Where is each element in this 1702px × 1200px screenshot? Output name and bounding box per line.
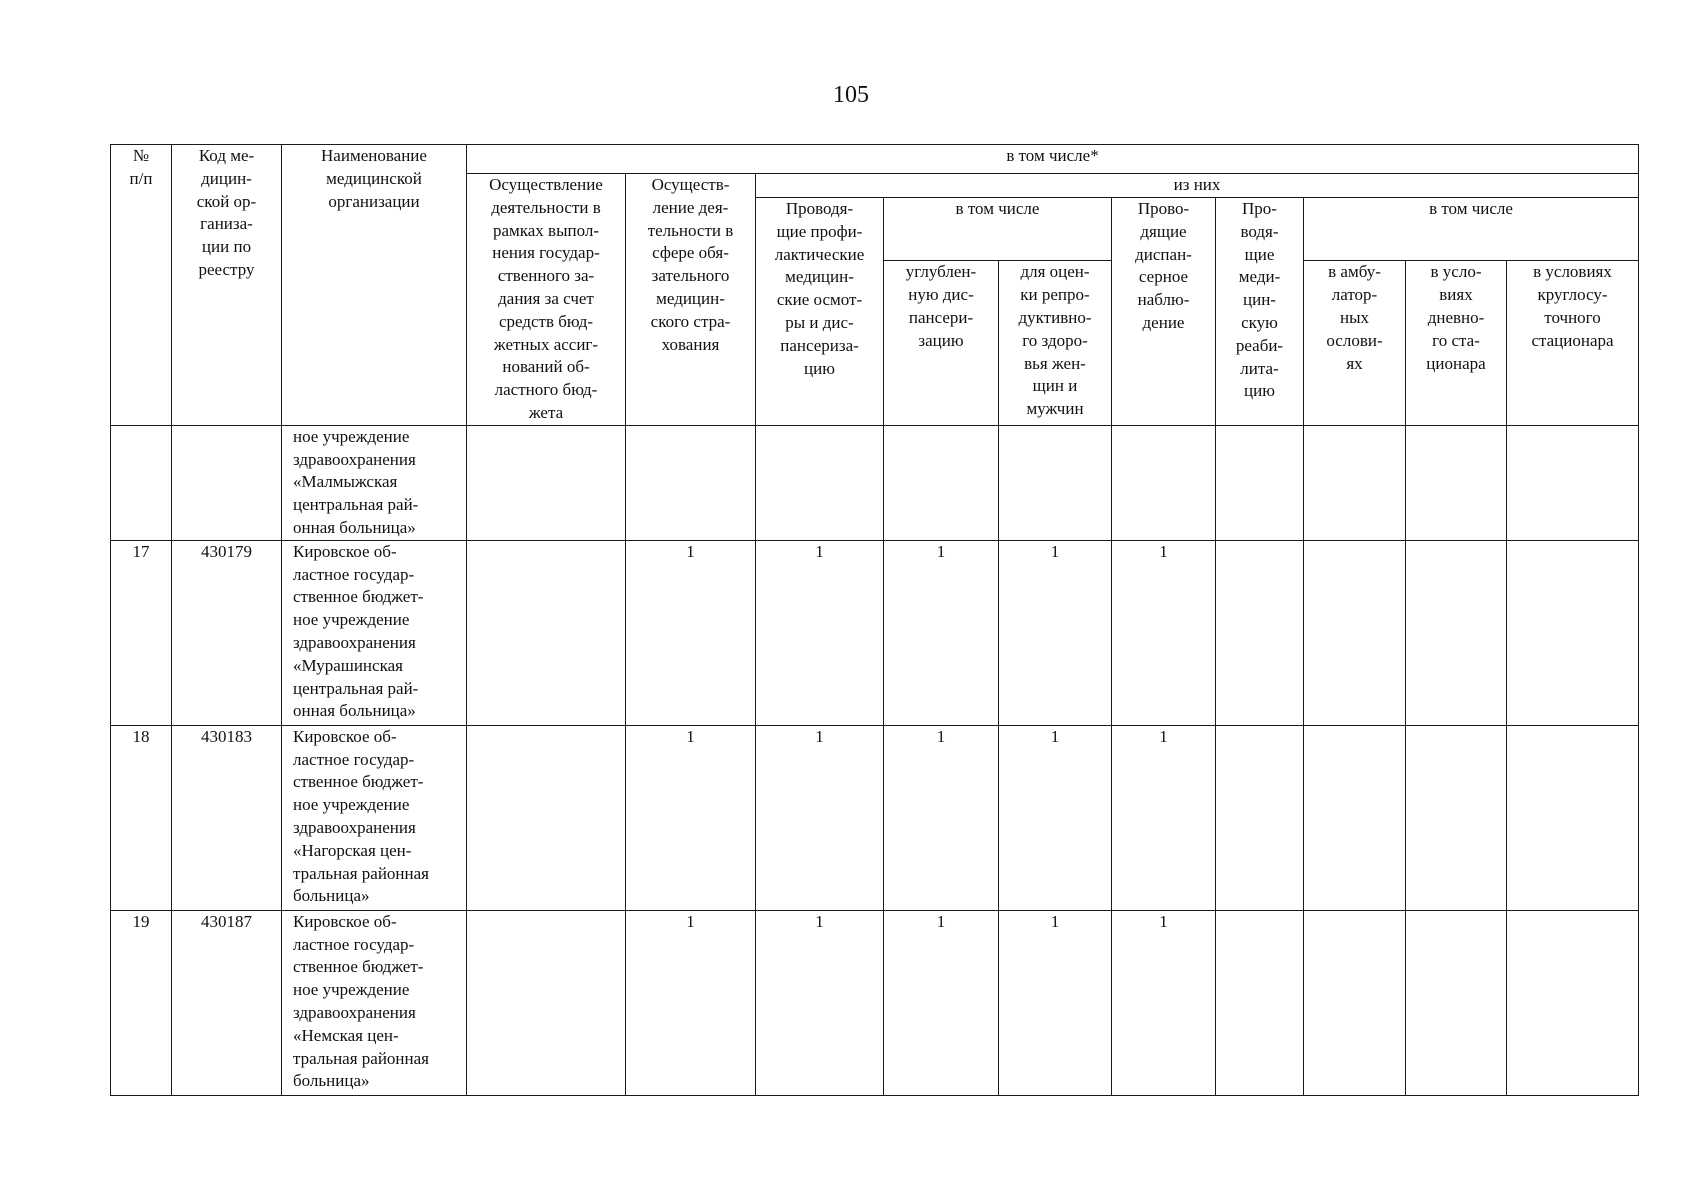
header-repro: для оцен- ки репро- дуктивно- го здоро- вья жен- щин и мужчин [999, 261, 1112, 425]
cell-code: 430187 [172, 910, 282, 1095]
cell-num [111, 425, 172, 540]
header-code: Код ме- дицин- ской ор- ганиза- ции по реестру [172, 145, 282, 426]
cell-code [172, 425, 282, 540]
cell-name: Кировское об- ластное государ- ственное бюджет- ное учреждение здравоохранения «Немская цен- тральная районная больница» [282, 910, 467, 1095]
cell-amb [1304, 910, 1406, 1095]
header-oms: Осуществ- ление дея- тельности в сфере обя- зательного медицин- ского стра- хования [626, 174, 756, 426]
cell-num: 18 [111, 725, 172, 910]
cell-reab [1216, 725, 1304, 910]
cell-uglub: 1 [884, 540, 999, 725]
cell-state-task [467, 910, 626, 1095]
cell-oms: 1 [626, 540, 756, 725]
cell-disp: 1 [1112, 910, 1216, 1095]
header-v-tom-chisle-1: в том числе [884, 198, 1112, 261]
cell-code: 430183 [172, 725, 282, 910]
cell-reab [1216, 540, 1304, 725]
cell-code: 430179 [172, 540, 282, 725]
cell-prof: 1 [756, 725, 884, 910]
cell-dnev [1406, 910, 1507, 1095]
cell-amb [1304, 425, 1406, 540]
table-row [111, 725, 1639, 910]
cell-reab [1216, 910, 1304, 1095]
header-reab: Про- водя- щие меди- цин- скую реаби- лита- цию [1216, 198, 1304, 426]
header-iz-nih: из них [756, 174, 1639, 198]
cell-uglub [884, 425, 999, 540]
cell-name: ное учреждение здравоохранения «Малмыжская центральная рай- онная больница» [282, 425, 467, 540]
header-num: № п/п [111, 145, 172, 426]
cell-kruglo [1507, 425, 1639, 540]
cell-prof: 1 [756, 540, 884, 725]
cell-repro: 1 [999, 910, 1112, 1095]
cell-num: 17 [111, 540, 172, 725]
header-name: Наименование медицинской организации [282, 145, 467, 426]
cell-state-task [467, 725, 626, 910]
cell-oms [626, 425, 756, 540]
cell-disp: 1 [1112, 725, 1216, 910]
header-uglub: углублен- ную дис- пансери- зацию [884, 261, 999, 425]
cell-prof [756, 425, 884, 540]
cell-disp [1112, 425, 1216, 540]
cell-amb [1304, 540, 1406, 725]
header-amb: в амбу- латор- ных ослови- ях [1304, 261, 1406, 425]
header-v-tom-chisle-2: в том числе [1304, 198, 1639, 261]
cell-disp: 1 [1112, 540, 1216, 725]
table-row-continuation [111, 425, 1639, 540]
organizations-table [110, 144, 1639, 1096]
cell-prof: 1 [756, 910, 884, 1095]
cell-kruglo [1507, 540, 1639, 725]
header-kruglo: в условиях круглосу- точного стационара [1507, 261, 1639, 425]
header-state-task: Осуществление деятельности в рамках выпол- нения государ- ственного за- дания за счет средств бюд- жетных ассиг- нований об- ластного бюд- жета [467, 174, 626, 426]
header-v-tom-chisle-top: в том числе* [467, 145, 1639, 174]
cell-kruglo [1507, 725, 1639, 910]
cell-repro: 1 [999, 725, 1112, 910]
cell-oms: 1 [626, 725, 756, 910]
cell-uglub: 1 [884, 725, 999, 910]
cell-dnev [1406, 540, 1507, 725]
cell-repro: 1 [999, 540, 1112, 725]
cell-kruglo [1507, 910, 1639, 1095]
header-prof: Проводя- щие профи- лактические медицин- ские осмот- ры и дис- пансериза- цию [756, 198, 884, 426]
cell-name: Кировское об- ластное государ- ственное бюджет- ное учреждение здравоохранения «Нагорская цен- тральная районная больница» [282, 725, 467, 910]
table-row [111, 540, 1639, 725]
cell-uglub: 1 [884, 910, 999, 1095]
cell-repro [999, 425, 1112, 540]
cell-dnev [1406, 725, 1507, 910]
cell-name: Кировское об- ластное государ- ственное бюджет- ное учреждение здравоохранения «Мурашинская центральная рай- онная больница» [282, 540, 467, 725]
cell-state-task [467, 425, 626, 540]
cell-dnev [1406, 425, 1507, 540]
page-number: 105 [833, 82, 869, 108]
cell-num: 19 [111, 910, 172, 1095]
header-disp: Прово- дящие диспан- серное наблю- дение [1112, 198, 1216, 426]
cell-oms: 1 [626, 910, 756, 1095]
cell-reab [1216, 425, 1304, 540]
header-dnev: в усло- виях дневно- го ста- ционара [1406, 261, 1507, 425]
cell-state-task [467, 540, 626, 725]
table-row [111, 910, 1639, 1095]
cell-amb [1304, 725, 1406, 910]
